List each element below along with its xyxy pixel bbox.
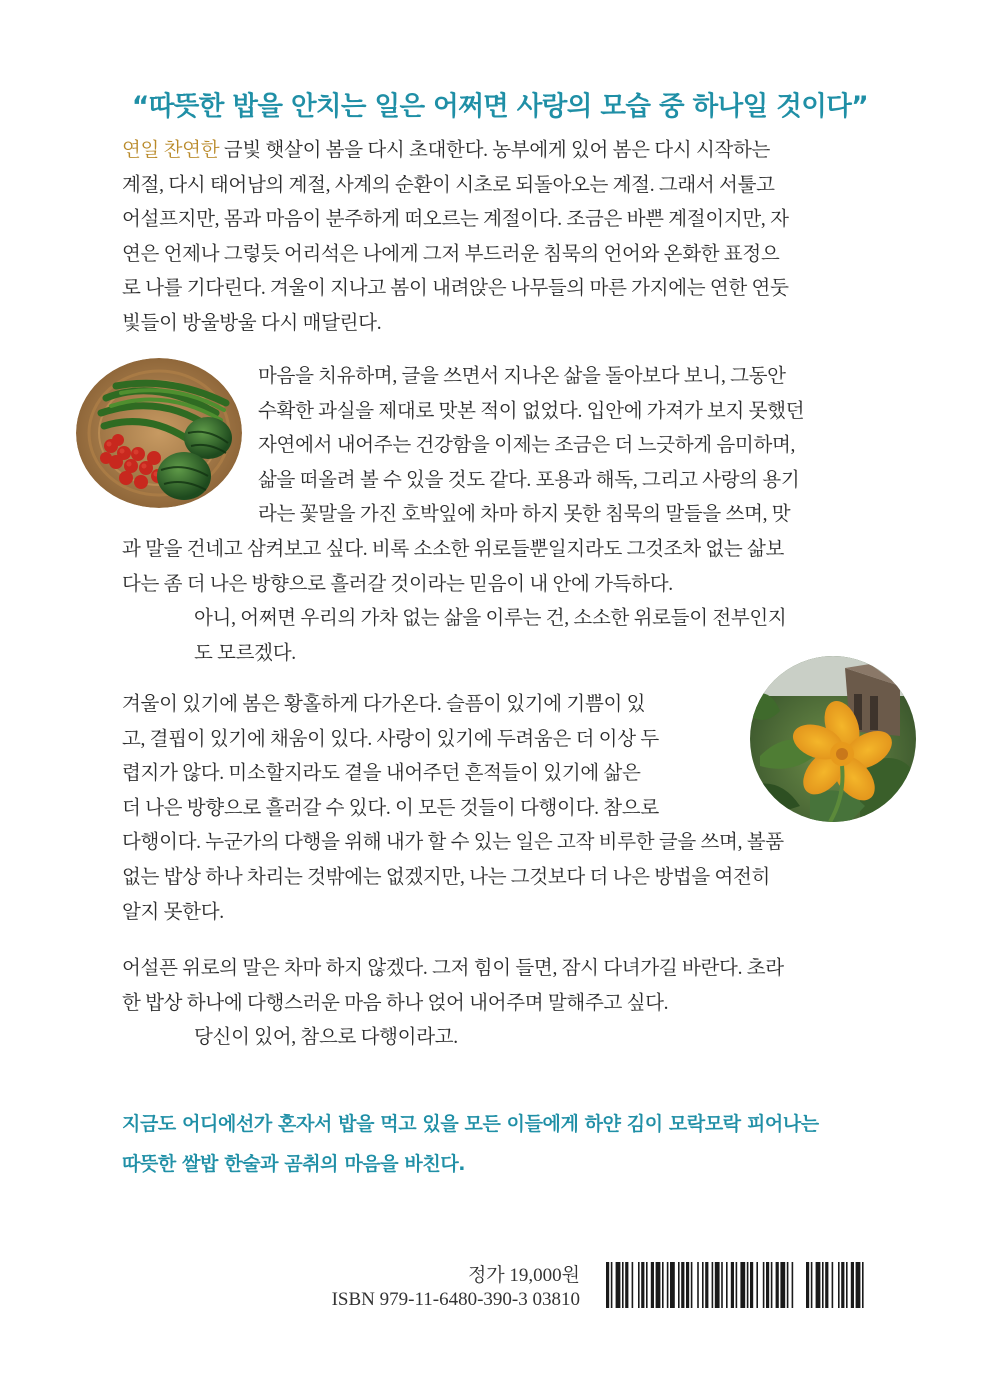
paragraph-3-line: 더 나은 방향으로 흘러갈 수 있다. 이 모든 것들이 다행이다. 참으로 <box>122 797 659 819</box>
paragraph-2-line: 자연에서 내어주는 건강함을 이제는 조금은 더 느긋하게 음미하며, <box>258 435 796 457</box>
closing-dedication <box>122 1104 882 1184</box>
accent-phrase: 연일 찬연한 <box>122 140 220 161</box>
paragraph-2-line: 라는 꽃말을 가진 호박잎에 차마 하지 못한 침묵의 말들을 쓰며, 맛 <box>258 504 791 526</box>
paragraph-3-line: 없는 밥상 하나 차리는 것밖에는 없겠지만, 나는 그것보다 더 나은 방법을 여전히 <box>122 866 771 888</box>
paragraph-2-line: 도 모르겠다. <box>194 642 296 664</box>
paragraph-2 <box>122 360 870 671</box>
paragraph-2-line: 수확한 과실을 제대로 맛본 적이 없었다. 입안에 가져가 보지 못했던 <box>258 400 805 422</box>
headline-quote: “따뜻한 밥을 안치는 일은 어쩌면 사랑의 모습 중 하나일 것이다” <box>131 91 869 122</box>
paragraph-1-line: 어설프지만, 몸과 마음이 분주하게 떠오르는 계절이다. 조금은 바쁜 계절이지만, 자 <box>122 209 789 231</box>
paragraph-3-line: 겨울이 있기에 봄은 황홀하게 다가온다. 슬픔이 있기에 기쁨이 있 <box>122 694 646 715</box>
closing-line: 지금도 어디에선가 혼자서 밥을 먹고 있을 모든 이들에게 하얀 김이 모락모락 피어나는 <box>122 1113 819 1135</box>
paragraph-1 <box>122 134 870 342</box>
paragraph-2-line: 다는 좀 더 나은 방향으로 흘러갈 것이라는 믿음이 내 안에 가득하다. <box>122 573 673 595</box>
pumpkin-flower-photo <box>750 656 916 822</box>
isbn-label: ISBN 979-11-6480-390-3 03810 <box>331 1289 580 1310</box>
paragraph-4-line: 어설픈 위로의 말은 차마 하지 않겠다. 그저 힘이 들면, 잠시 다녀가길 바란다. 초라 <box>122 958 784 979</box>
paragraph-3-line: 렵지가 않다. 미소할지라도 곁을 내어주던 흔적들이 있기에 삶은 <box>122 763 641 785</box>
paragraph-4-line: 당신이 있어, 참으로 다행이라고. <box>194 1027 458 1049</box>
paragraph-1-line: 연은 언제나 그렇듯 어리석은 나에게 그저 부드러운 침묵의 언어와 온화한 표정으 <box>122 243 780 265</box>
barcode-icon <box>606 1262 864 1308</box>
paragraph-1-line: 계절, 다시 태어남의 계절, 사계의 순환이 시초로 되돌아오는 계절. 그래서 서툴고 <box>122 174 775 196</box>
paragraph-3-line: 다행이다. 누군가의 다행을 위해 내가 할 수 있는 일은 고작 비루한 글을 쓰며, 볼품 <box>122 832 784 854</box>
paragraph-1-line: 빛들이 방울방울 다시 매달린다. <box>122 312 382 334</box>
price-label: 정가 19,000원 <box>467 1265 580 1286</box>
paragraph-3-line: 알지 못한다. <box>122 901 224 923</box>
paragraph-2-line: 마음을 치유하며, 글을 쓰면서 지나온 삶을 돌아보다 보니, 그동안 <box>258 366 786 387</box>
paragraph-2-line: 삶을 떠올려 볼 수 있을 것도 같다. 포용과 해독, 그리고 사랑의 용기 <box>258 469 800 491</box>
paragraph-4 <box>122 952 870 1056</box>
paragraph-1-line: 연일 찬연한 금빛 햇살이 봄을 다시 초대한다. 농부에게 있어 봄은 다시 시작하는 <box>122 140 771 161</box>
paragraph-1-line: 로 나를 기다린다. 겨울이 지나고 봄이 내려앉은 나무들의 마른 가지에는 연한 연둣 <box>122 278 789 300</box>
closing-line: 따뜻한 쌀밥 한술과 곰취의 마음을 바친다. <box>122 1153 466 1175</box>
paragraph-3-line: 고, 결핍이 있기에 채움이 있다. 사랑이 있기에 두려움은 더 이상 두 <box>122 728 659 750</box>
paragraph-4-line: 한 밥상 하나에 다행스러운 마음 하나 얹어 내어주며 말해주고 싶다. <box>122 992 669 1014</box>
paragraph-2-line: 과 말을 건네고 삼켜보고 싶다. 비록 소소한 위로들뿐일지라도 그것조차 없는 삶보 <box>122 538 785 560</box>
paragraph-2-line: 아니, 어쩌면 우리의 가차 없는 삶을 이루는 건, 소소한 위로들이 전부인지 <box>194 608 787 630</box>
pumpkin-flower-image <box>750 656 916 822</box>
barcode-graphic <box>606 1262 864 1308</box>
